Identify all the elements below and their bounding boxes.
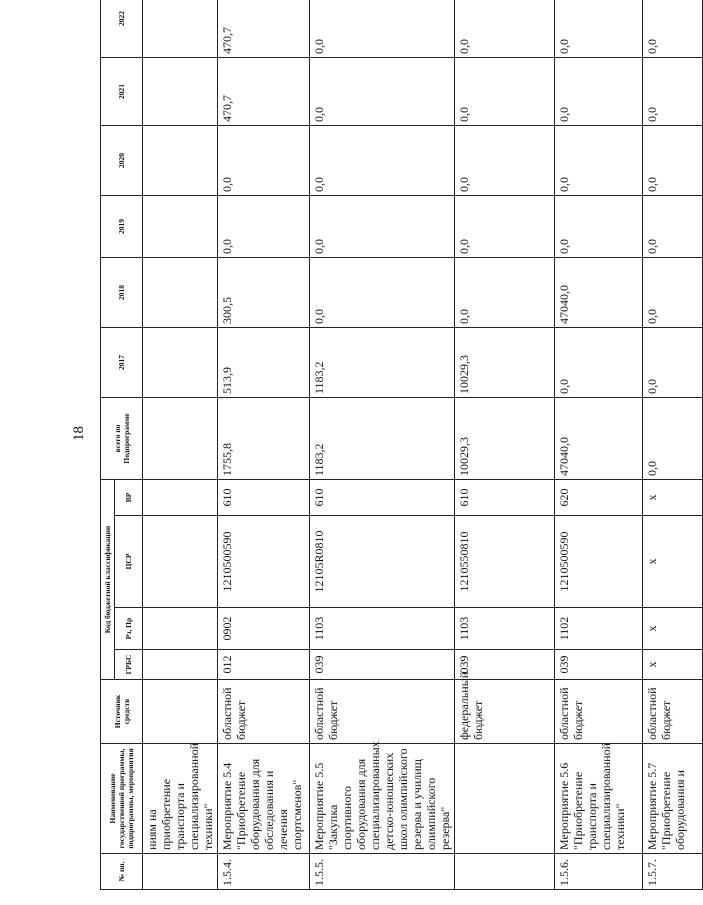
cell-name: Мероприятие 5.6 "Приобретение транспорта и специализированной техники" (555, 744, 643, 854)
cell-vr: 620 (555, 480, 643, 516)
cell-rzpr: 1103 (310, 608, 455, 650)
cell-rzpr (143, 608, 218, 650)
cell-no (143, 854, 218, 890)
cell-grbs: 039 (555, 650, 643, 680)
cell-vr: 610 (218, 480, 310, 516)
cell-total: 1755,8 (218, 398, 310, 480)
cell-v2017: 1183,2 (310, 328, 455, 398)
cell-csr: x (643, 516, 703, 608)
cell-v2022: 0,0 (555, 0, 643, 58)
cell-source: областной бюджет (310, 680, 455, 744)
page-number: 18 (71, 426, 87, 441)
cell-name: ниям на приобретение транспорта и специализированной техники" (143, 744, 218, 854)
rotated-table-container (100, 10, 687, 890)
cell-v2021: 0,0 (455, 58, 555, 126)
cell-name: Мероприятие 5.4 "Приобретение оборудования для обследования и лечения спортсменов" (218, 744, 310, 854)
table-row (555, 0, 643, 890)
cell-v2020: 0,0 (555, 126, 643, 196)
cell-no: 1.5.4. (218, 854, 310, 890)
cell-v2020: 0,0 (455, 126, 555, 196)
col-no-header: № пп. (101, 854, 143, 890)
cell-v2021: 470,7 (218, 58, 310, 126)
cell-source: областной бюджет (643, 680, 703, 744)
cell-grbs (143, 650, 218, 680)
cell-source (143, 680, 218, 744)
cell-v2021 (143, 58, 218, 126)
cell-no: 1.5.7. (643, 854, 703, 890)
cell-v2018: 0,0 (310, 258, 455, 328)
cell-v2022: 0,0 (643, 0, 703, 58)
cell-v2021: 0,0 (310, 58, 455, 126)
col-name-header: Наименование государственной программы, подпрограммы, мероприятия (101, 744, 143, 854)
cell-v2017: 10029,3 (455, 328, 555, 398)
cell-csr (143, 516, 218, 608)
cell-v2021: 0,0 (555, 58, 643, 126)
cell-name: Мероприятие 5.7 "Приобретение оборудования и (643, 744, 703, 854)
col-source-header: Источник средств (101, 680, 143, 744)
cell-grbs: 012 (218, 650, 310, 680)
cell-v2018 (143, 258, 218, 328)
cell-name: Мероприятие 5.5 "Закупка спортивного оборудования для специализированных детско-юношеских школ олимпийского резерва и училищ олимпийского резерва" (310, 744, 455, 854)
cell-no (455, 854, 555, 890)
cell-rzpr: x (643, 608, 703, 650)
cell-v2020: 0,0 (218, 126, 310, 196)
cell-v2018: 0,0 (643, 258, 703, 328)
table-row (143, 0, 218, 890)
cell-total: 1183,2 (310, 398, 455, 480)
header-row-1 (101, 0, 115, 890)
cell-vr: 610 (455, 480, 555, 516)
cell-total: 10029,3 (455, 398, 555, 480)
cell-v2019: 0,0 (555, 196, 643, 258)
cell-v2019: 0,0 (218, 196, 310, 258)
cell-v2017: 0,0 (643, 328, 703, 398)
cell-total: 47040,0 (555, 398, 643, 480)
col-2019-header: 2019 (101, 196, 143, 258)
cell-csr: 1210550810 (455, 516, 555, 608)
cell-v2018: 0,0 (455, 258, 555, 328)
cell-vr: x (643, 480, 703, 516)
cell-v2022: 470,7 (218, 0, 310, 58)
cell-grbs: 039 (310, 650, 455, 680)
cell-grbs: 039 (455, 650, 555, 680)
cell-grbs: x (643, 650, 703, 680)
cell-csr: 12105R0810 (310, 516, 455, 608)
cell-csr: 1210500590 (555, 516, 643, 608)
cell-vr: 610 (310, 480, 455, 516)
cell-no: 1.5.6. (555, 854, 643, 890)
col-2020-header: 2020 (101, 126, 143, 196)
cell-source: областной бюджет (555, 680, 643, 744)
table-body (143, 0, 703, 890)
cell-source: областной бюджет (218, 680, 310, 744)
cell-v2020: 0,0 (643, 126, 703, 196)
table-row (643, 0, 703, 890)
cell-source: федеральный бюджет (455, 680, 555, 744)
cell-v2017: 0,0 (555, 328, 643, 398)
cell-csr: 1210500590 (218, 516, 310, 608)
cell-v2017 (143, 328, 218, 398)
cell-v2020: 0,0 (310, 126, 455, 196)
cell-total: 0,0 (643, 398, 703, 480)
col-csr-header: ЦСР (115, 516, 143, 608)
cell-name (455, 744, 555, 854)
cell-v2017: 513,9 (218, 328, 310, 398)
col-kbk-header: Код бюджетной классификации (101, 480, 115, 680)
table-row (218, 0, 310, 890)
cell-rzpr: 0902 (218, 608, 310, 650)
col-2018-header: 2018 (101, 258, 143, 328)
cell-v2022: 0,0 (455, 0, 555, 58)
cell-total (143, 398, 218, 480)
cell-rzpr: 1103 (455, 608, 555, 650)
col-2021-header: 2021 (101, 58, 143, 126)
cell-no: 1.5.5. (310, 854, 455, 890)
col-total-header: всего по Подпрограмме (101, 398, 143, 480)
cell-v2019 (143, 196, 218, 258)
cell-vr (143, 480, 218, 516)
cell-v2020 (143, 126, 218, 196)
col-vr-header: ВР (115, 480, 143, 516)
cell-v2022 (143, 0, 218, 58)
cell-rzpr: 1102 (555, 608, 643, 650)
cell-v2019: 0,0 (643, 196, 703, 258)
table-row (310, 0, 455, 890)
col-grbs-header: ГРБС (115, 650, 143, 680)
cell-v2018: 47040,0 (555, 258, 643, 328)
col-2022-header: 2022 (101, 0, 143, 58)
cell-v2021: 0,0 (643, 58, 703, 126)
col-rzpr-header: Рз, Пр (115, 608, 143, 650)
col-2017-header: 2017 (101, 328, 143, 398)
cell-v2019: 0,0 (455, 196, 555, 258)
cell-v2022: 0,0 (310, 0, 455, 58)
table-row (455, 0, 555, 890)
cell-v2019: 0,0 (310, 196, 455, 258)
budget-table (100, 0, 703, 890)
cell-v2018: 300,5 (218, 258, 310, 328)
